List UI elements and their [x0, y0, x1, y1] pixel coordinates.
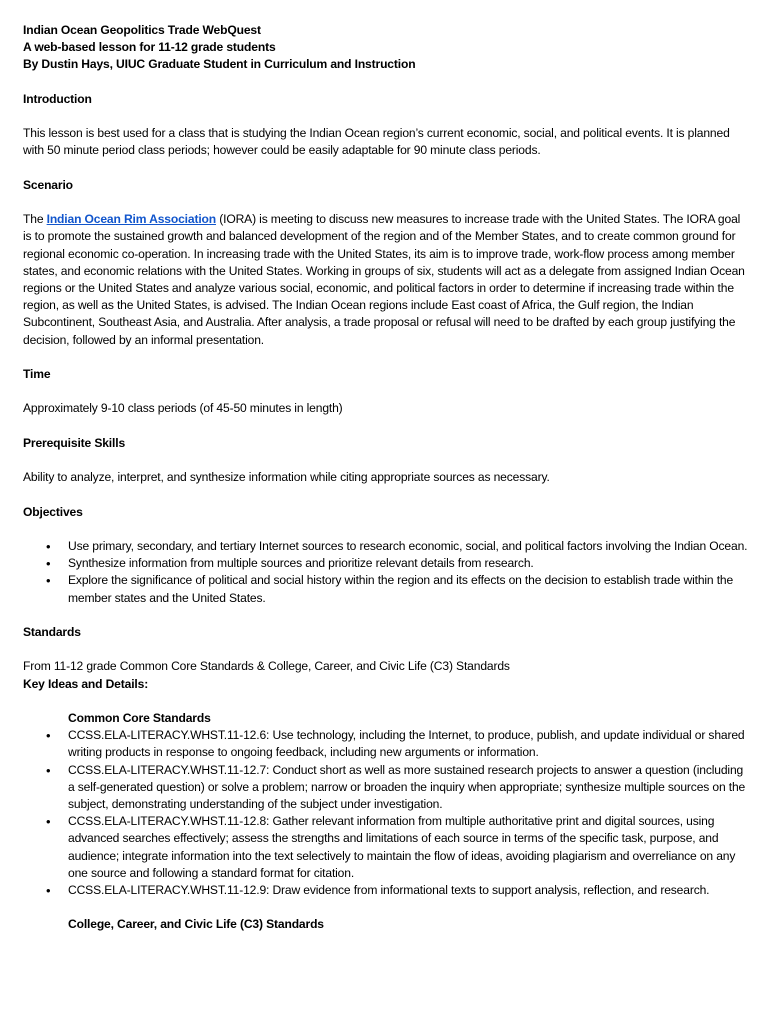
time-text: Approximately 9-10 class periods (of 45-50 minutes in length): [23, 401, 343, 416]
time-heading: Time: [23, 366, 51, 381]
standards-intro: From 11-12 grade Common Core Standards & College, Career, and Civic Life (C3) Standards: [23, 659, 510, 674]
document-subtitle: A web-based lesson for 11-12 grade students: [23, 40, 276, 55]
common-core-heading: Common Core Standards: [68, 710, 211, 725]
standard-item: • CCSS.ELA-LITERACY.WHST.11-12.7: Conduct short as well as more sustained research projects to answer a question (including a self-generated question) or solve a problem; narrow or broaden the inquiry when appropriate; synthesize multiple sources on the subject, demonstrating understanding of the subject under investigation.: [23, 762, 748, 814]
document-byline: By Dustin Hays, UIUC Graduate Student in Curriculum and Instruction: [23, 57, 416, 72]
standard-item: • CCSS.ELA-LITERACY.WHST.11-12.9: Draw evidence from informational texts to support analysis, reflection, and research.: [23, 882, 748, 899]
objectives-list: [23, 538, 748, 607]
introduction-heading: Introduction: [23, 91, 92, 106]
c3-heading: College, Career, and Civic Life (C3) Standards: [68, 917, 324, 932]
objectives-heading: Objectives: [23, 504, 83, 519]
common-core-list: [23, 727, 748, 899]
scenario-heading: Scenario: [23, 177, 73, 192]
prereq-heading: Prerequisite Skills: [23, 435, 126, 450]
iora-link[interactable]: Indian Ocean Rim Association: [46, 212, 217, 227]
document-title: Indian Ocean Geopolitics Trade WebQuest: [23, 23, 261, 37]
introduction-text: This lesson is best used for a class that is studying the Indian Ocean region’s current economic, social, and political events. It is planned with 50 minute period class periods; however could be easily adaptable for 90 minute class periods.: [23, 126, 730, 158]
objective-item: • Explore the significance of political and social history within the region and its effects on the decision to establish trade within the member states and the United States.: [23, 572, 748, 606]
key-ideas-heading: Key Ideas and Details:: [23, 676, 149, 691]
objective-item: • Synthesize information from multiple sources and prioritize relevant details from research.: [23, 555, 748, 572]
scenario-pre-link: The: [23, 212, 47, 227]
standards-heading: Standards: [23, 624, 81, 639]
document-page: [23, 22, 748, 934]
standard-item: • CCSS.ELA-LITERACY.WHST.11-12.6: Use technology, including the Internet, to produce, publish, and update individual or shared writing products in response to ongoing feedback, including new arguments or information.: [23, 727, 748, 761]
standard-item: • CCSS.ELA-LITERACY.WHST.11-12.8: Gather relevant information from multiple authoritative print and digital sources, using advanced searches effectively; assess the strengths and limitations of each source in terms of the specific task, purpose, and audience; integrate information into the text selectively to maintain the flow of ideas, avoiding plagiarism and overreliance on any one source and following a standard format for citation.: [23, 813, 748, 882]
scenario-post-link: (IORA) is meeting to discuss new measures to increase trade with the United States. The IORA goal is to promote the sustained growth and balanced development of the region and of the Member States, and to create common ground for regional economic co-operation. In increasing trade with the United States, its aim is to improve trade, work-flow process among member states, and economic relations with the United States. Working in groups of six, students will act as a delegate from assigned Indian Ocean regions or the United States and analyze various social, economic, and political factors in order to determine if increasing trade within the region, as well as the United States, is advised. The Indian Ocean regions include East coast of Africa, the Gulf region, the Indian Subcontinent, Southeast Asia, and Australia. After analysis, a trade proposal or refusal will need to be drafted by each group justifying the decision, followed by an informal presentation.: [23, 212, 745, 347]
scenario-text: [23, 211, 748, 349]
prereq-text: Ability to analyze, interpret, and synthesize information while citing appropriate sources as necessary.: [23, 470, 550, 485]
objective-item: • Use primary, secondary, and tertiary Internet sources to research economic, social, and political factors involving the Indian Ocean.: [23, 538, 748, 555]
